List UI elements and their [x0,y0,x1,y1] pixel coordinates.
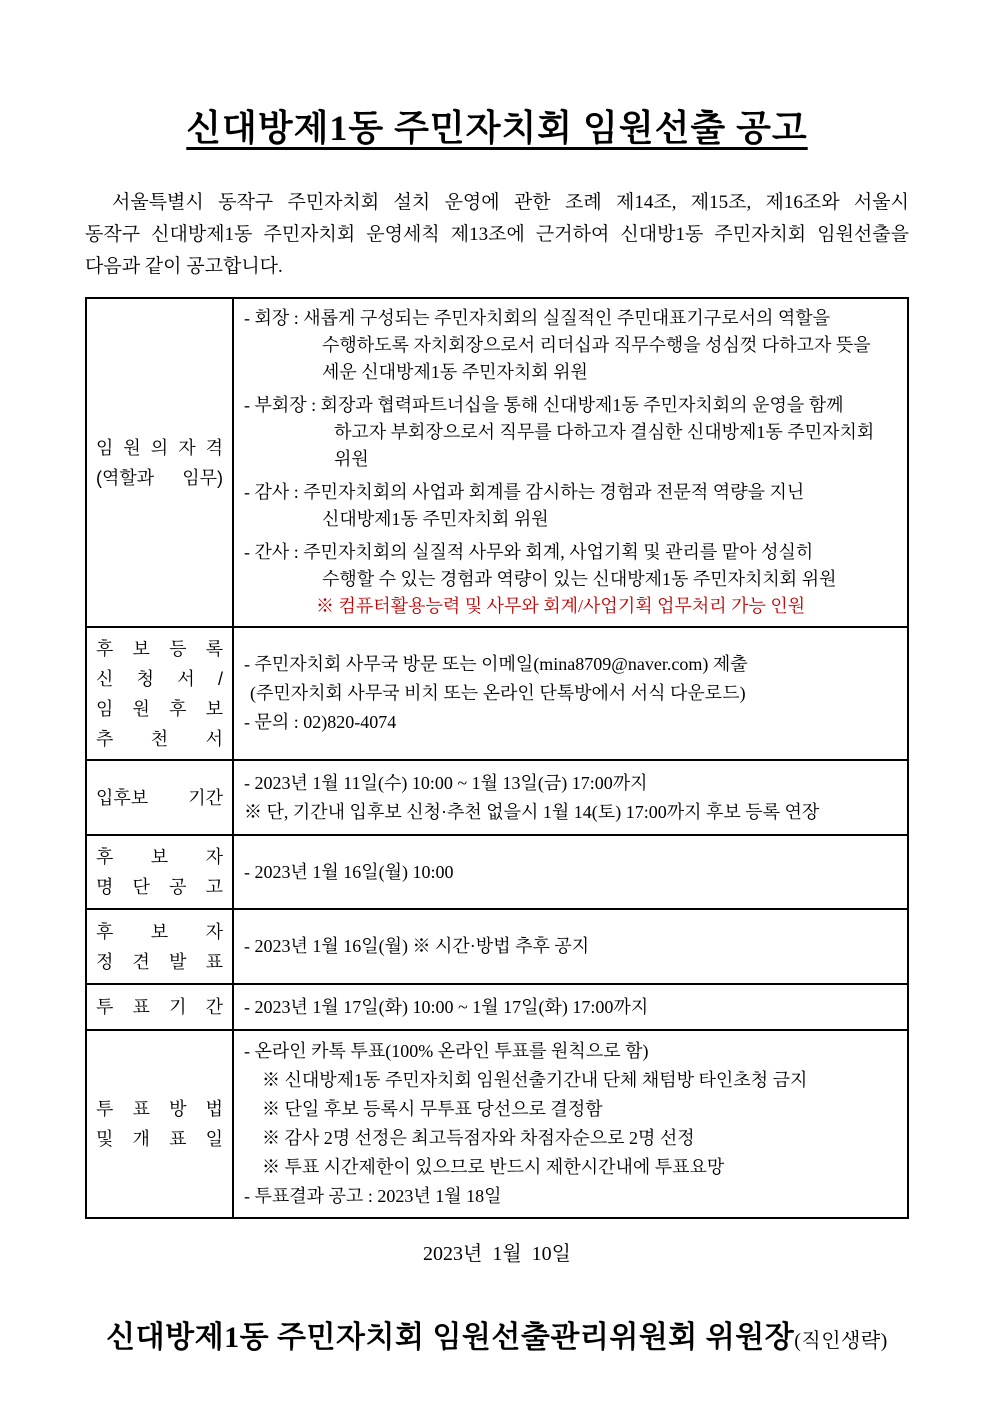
row-label-line: 명 단 공 고 [96,877,223,897]
row-content-line: - 2023년 1월 16일(월) 10:00 [244,861,454,882]
row-content-line: - 간사 : 주민자치회의 실질적 사무와 회계, 사업기획 및 관리를 맡아 성실히 [244,542,814,562]
row-label-line: 임 원 후 보 [96,698,223,719]
table-row [86,1030,908,1218]
row-content-line: 수행할 수 있는 경험과 역량이 있는 신대방제1동 주민자치치회 위원 [322,569,837,589]
row-content [233,760,908,835]
row-content [233,298,908,627]
row-content-line: - 2023년 1월 11일(수) 10:00 ~ 1월 13일(금) 17:00까지 [244,772,648,793]
row-content-line: ※ 신대방제1동 주민자치회 임원선출기간내 단체 채텀방 타인초청 금지 [262,1070,808,1090]
row-content-line: 신대방제1동 주민자치회 위원 [322,509,549,529]
row-content-line: 하고자 부회장으로서 직무를 다하고자 결심한 신대방제1동 주민자치회 위원 [334,422,875,469]
row-content-line: - 부회장 : 회장과 협력파트너십을 통해 신대방제1동 주민자치회의 운영을 함께 [244,395,844,415]
row-content [233,1030,908,1218]
row-label [86,1030,233,1218]
row-label-line: 입후보 기간 [96,787,223,808]
page-title-text: 신대방제1동 주민자치회 임원선출 공고 [186,108,808,148]
row-content [233,984,908,1030]
row-content [233,909,908,984]
row-content-line: - 주민자치회 사무국 방문 또는 이메일(mina8709@naver.com) 제출 [244,654,748,674]
row-label [86,835,233,909]
intro-line: 동작구 신대방제1동 주민자치회 운영세칙 제13조에 근거하여 신대방1동 주민자치회 임원선출을 [85,224,909,245]
table-row [86,760,908,835]
row-content-line: - 투표결과 공고 : 2023년 1월 18일 [244,1186,502,1206]
intro-line: 서울특별시 동작구 주민자치회 설치 운영에 관한 조례 제14조, 제15조, 제16조와 서울시 [112,192,909,213]
row-label-line: 추 천 서 [96,728,223,749]
row-label-line: 신 청 서 / [96,668,223,689]
row-content-line: - 감사 : 주민자치회의 사업과 회계를 감시하는 경험과 전문적 역량을 지닌 [244,482,805,502]
row-label-line: 투 표 방 법 [96,1099,223,1119]
table-row [86,835,908,909]
notice-table-body [86,298,908,1218]
row-content-line: - 온라인 카톡 투표(100% 온라인 투표를 원칙으로 함) [244,1041,649,1061]
row-content-line: - 2023년 1월 16일(월) ※ 시간·방법 추후 공지 [244,936,590,956]
row-content-line-highlight: ※ 컴퓨터활용능력 및 사무와 회계/사업기획 업무처리 가능 인원 [316,596,806,616]
row-content-line: (주민자치회 사무국 비치 또는 온라인 단톡방에서 서식 다운로드) [250,683,746,703]
row-content-line: ※ 단, 기간내 입후보 신청·추천 없을시 1월 14(토) 17:00까지 후보 등록 연장 [244,801,820,822]
row-content [233,627,908,760]
row-label [86,909,233,984]
row-content-line: ※ 감사 2명 선정은 최고득점자와 차점자순으로 2명 선정 [262,1128,695,1148]
row-label [86,760,233,835]
row-label-line: 임 원 의 자 격 [96,437,223,458]
table-row [86,298,908,627]
table-row [86,627,908,760]
date-line: 2023년 1월 10일 [423,1243,571,1265]
intro-paragraph [85,187,909,283]
row-label-line: (역할과 임무) [96,467,223,488]
page-title [85,106,909,151]
row-label-line: 투 표 기 간 [96,997,223,1017]
row-label-line: 후 보 자 [96,847,223,867]
row-content-line: 세운 신대방제1동 주민자치회 위원 [322,362,588,382]
row-content-line: - 회장 : 새롭게 구성되는 주민자치회의 실질적인 주민대표기구로서의 역할을 [244,308,831,328]
table-row [86,984,908,1030]
row-label [86,984,233,1030]
row-label [86,298,233,627]
intro-line: 다음과 같이 공고합니다. [85,256,283,277]
row-content-line: ※ 투표 시간제한이 있으므로 반드시 제한시간내에 투표요망 [262,1157,725,1177]
signature-line [85,1312,909,1356]
row-content-line: - 문의 : 02)820-4074 [244,712,397,732]
table-row [86,909,908,984]
row-content-line: - 2023년 1월 17일(화) 10:00 ~ 1월 17일(화) 17:00까지 [244,996,649,1017]
row-label-line: 및 개 표 일 [96,1129,223,1149]
signature-main: 신대방제1동 주민자치회 임원선출관리위원회 위원장 [106,1321,795,1354]
row-content-line: 수행하도록 자치회장으로서 리더십과 직무수행을 성심껏 다하고자 뜻을 [322,335,871,355]
row-content [233,835,908,909]
row-content-line: ※ 단일 후보 등록시 무투표 당선으로 결정함 [262,1099,603,1119]
row-label-line: 후 보 등 록 [96,638,223,659]
notice-table [85,297,909,1219]
signature-stamp-note: (직인생략) [794,1330,888,1352]
row-label [86,627,233,760]
row-label-line: 후 보 자 [96,921,223,942]
row-label-line: 정 견 발 표 [96,951,223,972]
